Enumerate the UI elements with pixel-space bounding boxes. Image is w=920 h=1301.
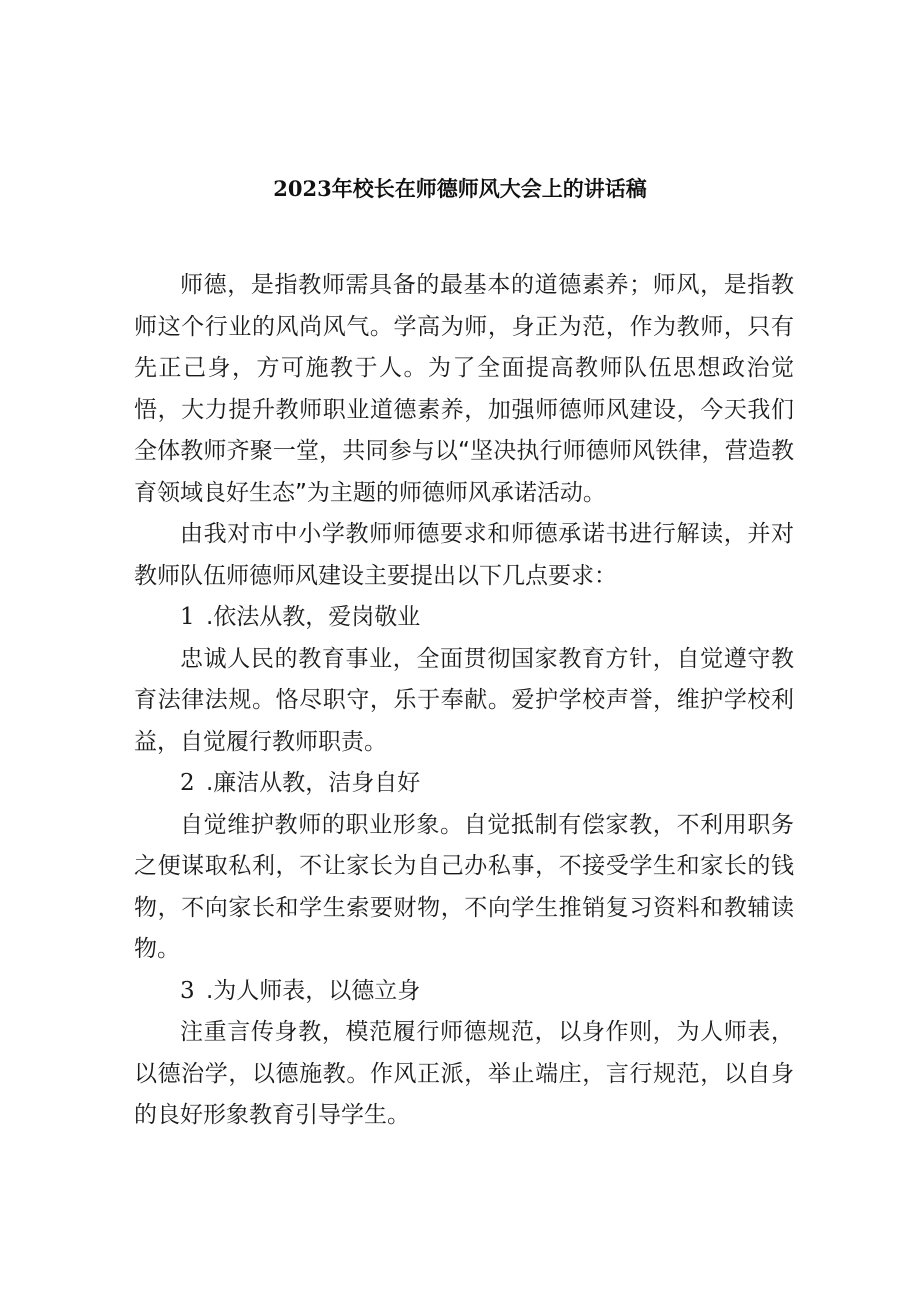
section-heading-1 (134, 597, 794, 639)
section-number-1: 1 (180, 604, 195, 630)
section-number-3: 3 (180, 977, 195, 1004)
section-heading-3 (134, 971, 794, 1013)
section-number-2: 2 (180, 770, 195, 796)
intro-paragraph-1: 师德，是指教师需具备的最基本的道德素养；师风，是指教师这个行业的风尚风气。学高为师，身正为范，作为教师，只有先正己身，方可施教于人。为了全面提高教师队伍思想政治觉悟，大力提升教师职业道德素养，加强师德师风建设，今天我们全体教师齐聚一堂，共同参与以“坚决执行师德师风铁律，营造教育领域良好生态”为主题的师德师风承诺活动。 (134, 272, 794, 506)
section-paragraph-2: 自觉维护教师的职业形象。自觉抵制有偿家教，不利用职务之便谋取私利，不让家长为自己办私事，不接受学生和家长的钱物，不向家长和学生索要财物，不向学生推销复习资料和教辅读物。 (134, 811, 794, 962)
intro-paragraph-2: 由我对市中小学教师师德要求和师德承诺书进行解读，并对教师队伍师德师风建设主要提出以下几点要求： (134, 521, 794, 589)
section-title-3: .为人师表，以德立身 (206, 977, 421, 1004)
section-title-1: .依法从教，爱岗敬业 (206, 604, 421, 630)
section-paragraph-1: 忠诚人民的教育事业，全面贯彻国家教育方针，自觉遵守教育法律法规。恪尽职守，乐于奉献。爱护学校声誉，维护学校利益，自觉履行教师职责。 (134, 645, 794, 755)
section-heading-2 (134, 763, 794, 805)
document-body (134, 265, 794, 1137)
document-title: 2023年校长在师德师风大会上的讲话稿 (273, 176, 647, 201)
section-title-2: .廉洁从教，洁身自好 (206, 770, 421, 796)
section-paragraph-3: 注重言传身教，模范履行师德规范，以身作则，为人师表，以德治学，以德施教。作风正派，举止端庄，言行规范，以自身的良好形象教育引导学生。 (134, 1019, 794, 1128)
